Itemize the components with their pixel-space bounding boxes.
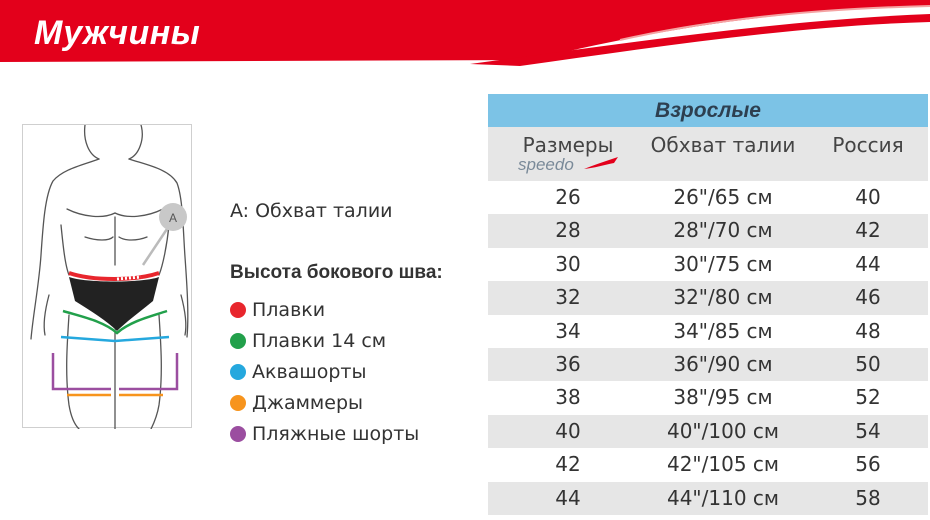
legend-item-label: Плавки 14 см <box>252 329 387 352</box>
column-header-sizes: Размеры <box>522 133 614 157</box>
marker-a-label: A <box>168 211 178 225</box>
russia-cell: 50 <box>855 351 881 376</box>
table-row <box>488 482 928 515</box>
size-cell: 30 <box>555 251 581 276</box>
table-row <box>488 448 928 481</box>
waist-cell: 32"/80 см <box>673 285 773 310</box>
green-dot-icon <box>230 333 246 349</box>
table-row <box>488 181 928 214</box>
seam-legend-list <box>230 294 419 449</box>
russia-cell: 40 <box>855 185 881 209</box>
size-cell: 28 <box>555 218 581 243</box>
legend-item-label: Джаммеры <box>252 391 364 414</box>
table-row <box>488 248 928 281</box>
column-header-waist: Обхват талии <box>650 133 796 157</box>
body-measurement-figure <box>22 124 192 428</box>
waist-cell: 44"/110 см <box>666 485 779 510</box>
red-dot-icon <box>230 302 246 318</box>
waist-cell: 30"/75 см <box>673 251 773 276</box>
russia-cell: 46 <box>855 285 881 310</box>
waist-measure-label: A: Обхват талии <box>230 200 393 222</box>
size-cell: 26 <box>555 185 581 209</box>
legend-item <box>230 325 419 356</box>
russia-cell: 42 <box>855 218 881 243</box>
legend-item <box>230 356 419 387</box>
table-column-headers <box>488 127 928 181</box>
blue-dot-icon <box>230 364 246 380</box>
table-row <box>488 415 928 448</box>
legend-item <box>230 294 419 325</box>
waist-cell: 34"/85 см <box>673 318 773 343</box>
column-header-russia: Россия <box>832 133 904 157</box>
waist-cell: 36"/90 см <box>673 351 773 376</box>
size-cell: 42 <box>555 452 581 477</box>
waist-cell: 42"/105 см <box>666 452 779 477</box>
size-cell: 38 <box>555 385 581 410</box>
russia-cell: 58 <box>855 485 881 510</box>
waist-cell: 26"/65 см <box>673 185 773 209</box>
waist-cell: 40"/100 см <box>666 418 779 443</box>
speedo-swoosh-icon <box>584 157 618 171</box>
speedo-logo: speedo <box>518 155 574 174</box>
header-banner <box>0 0 930 66</box>
male-body-outline-image <box>23 125 193 429</box>
legend-item-label: Аквашорты <box>252 360 367 383</box>
size-cell: 32 <box>555 285 581 310</box>
table-row <box>488 315 928 348</box>
size-cell: 44 <box>555 485 581 510</box>
waist-cell: 28"/70 см <box>673 218 773 243</box>
table-row <box>488 348 928 381</box>
russia-cell: 56 <box>855 452 881 477</box>
table-body <box>488 181 928 515</box>
size-table <box>488 94 928 515</box>
legend-item <box>230 418 419 449</box>
page-title: Мужчины <box>34 14 201 52</box>
legend-item-label: Плавки <box>252 298 326 321</box>
waist-cell: 38"/95 см <box>673 385 773 410</box>
size-cell: 36 <box>555 351 581 376</box>
russia-cell: 54 <box>855 418 881 443</box>
legend-item-label: Пляжные шорты <box>252 422 420 445</box>
table-row <box>488 381 928 414</box>
legend-item <box>230 387 419 418</box>
size-cell: 34 <box>555 318 581 343</box>
size-cell: 40 <box>555 418 581 443</box>
russia-cell: 52 <box>855 385 881 410</box>
table-row <box>488 281 928 314</box>
russia-cell: 44 <box>855 251 881 276</box>
table-title: Взрослые <box>488 94 928 127</box>
orange-dot-icon <box>230 395 246 411</box>
side-seam-title: Высота бокового шва: <box>230 262 443 283</box>
purple-dot-icon <box>230 426 246 442</box>
russia-cell: 48 <box>855 318 881 343</box>
table-row <box>488 214 928 247</box>
